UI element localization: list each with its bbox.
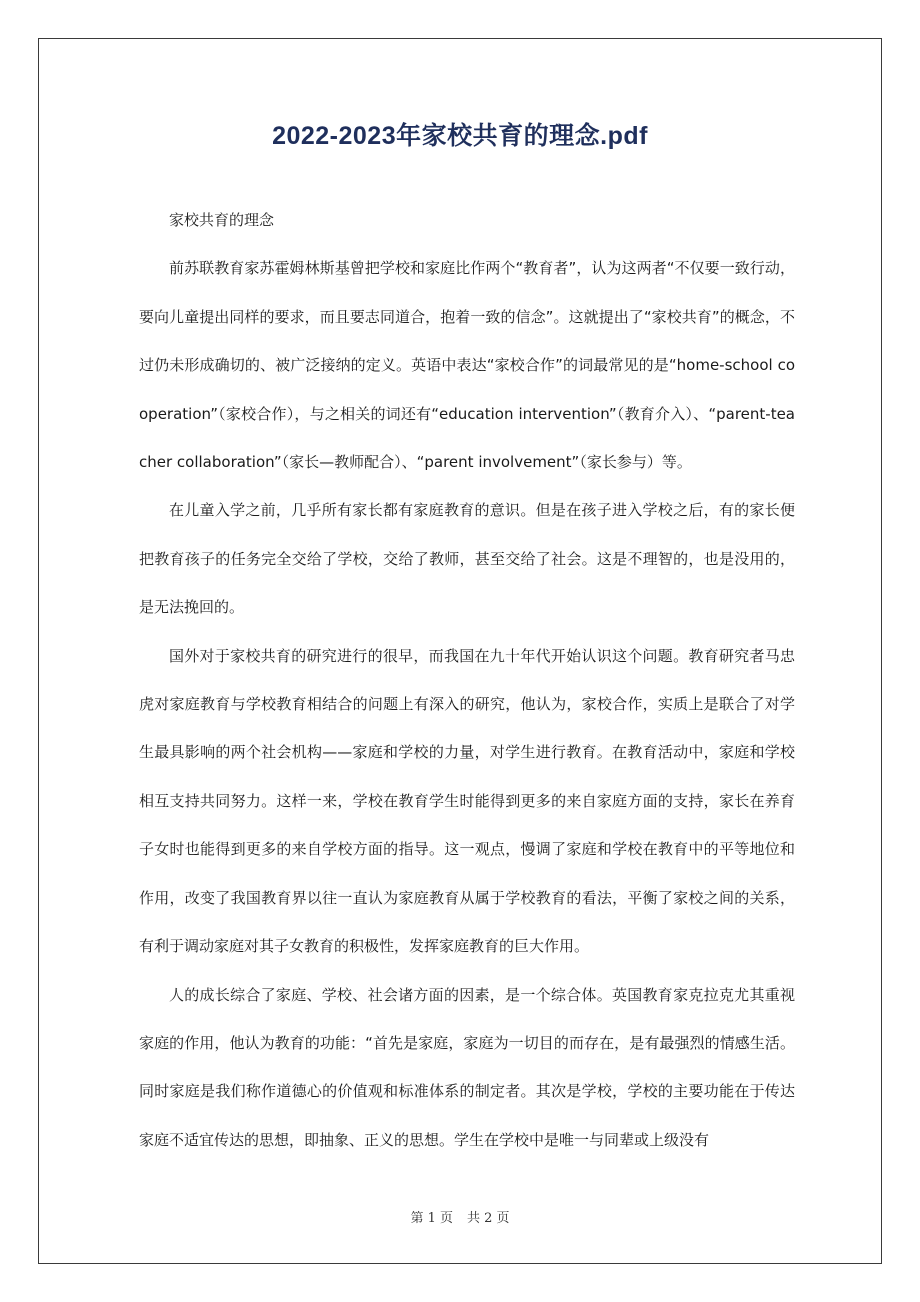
paragraph: 前苏联教育家苏霍姆林斯基曾把学校和家庭比作两个“教育者”，认为这两者“不仅要一致行动，要向儿童提出同样的要求，而且要志同道合，抱着一致的信念”。这就提出了“家校共育”的概念，不过仍未形成确切的、被广泛接纳的定义。英语中表达“家校合作”的词最常见的是“home-school cooperation”（家校合作），与之相关的词还有“education intervention”（教育介入）、“parent-teacher collaboration”（家长—教师配合）、“parent involvement”（家长参与）等。 [139, 259, 795, 472]
document-title: 2022-2023年家校共育的理念.pdf [272, 122, 648, 150]
page-footer [0, 1207, 920, 1226]
paragraph: 在儿童入学之前，几乎所有家长都有家庭教育的意识。但是在孩子进入学校之后，有的家长便把教育孩子的任务完全交给了学校，交给了教师，甚至交给了社会。这是不理智的，也是没用的，是无法挽回的。 [139, 501, 795, 617]
paragraph-heading: 家校共育的理念 [169, 211, 275, 229]
page-number: 第 1 页 [410, 1211, 453, 1226]
page-total: 共 2 页 [467, 1211, 510, 1226]
paragraph: 国外对于家校共育的研究进行的很早，而我国在九十年代开始认识这个问题。教育研究者马忠虎对家庭教育与学校教育相结合的问题上有深入的研究，他认为，家校合作，实质上是联合了对学生最具影响的两个社会机构——家庭和学校的力量，对学生进行教育。在教育活动中，家庭和学校相互支持共同努力。这样一来，学校在教育学生时能得到更多的来自家庭方面的支持，家长在养育子女时也能得到更多的来自学校方面的指导。这一观点，慢调了家庭和学校在教育中的平等地位和作用，改变了我国教育界以往一直认为家庭教育从属于学校教育的看法，平衡了家校之间的关系，有利于调动家庭对其子女教育的积极性，发挥家庭教育的巨大作用。 [139, 646, 795, 956]
document-body [139, 196, 795, 1164]
paragraph: 人的成长综合了家庭、学校、社会诸方面的因素，是一个综合体。英国教育家克拉克尤其重视家庭的作用，他认为教育的功能：“首先是家庭，家庭为一切目的而存在，是有最强烈的情感生活。同时家庭是我们称作道德心的价值观和标准体系的制定者。其次是学校，学校的主要功能在于传达家庭不适宜传达的思想，即抽象、正义的思想。学生在学校中是唯一与同辈或上级没有 [139, 985, 795, 1149]
